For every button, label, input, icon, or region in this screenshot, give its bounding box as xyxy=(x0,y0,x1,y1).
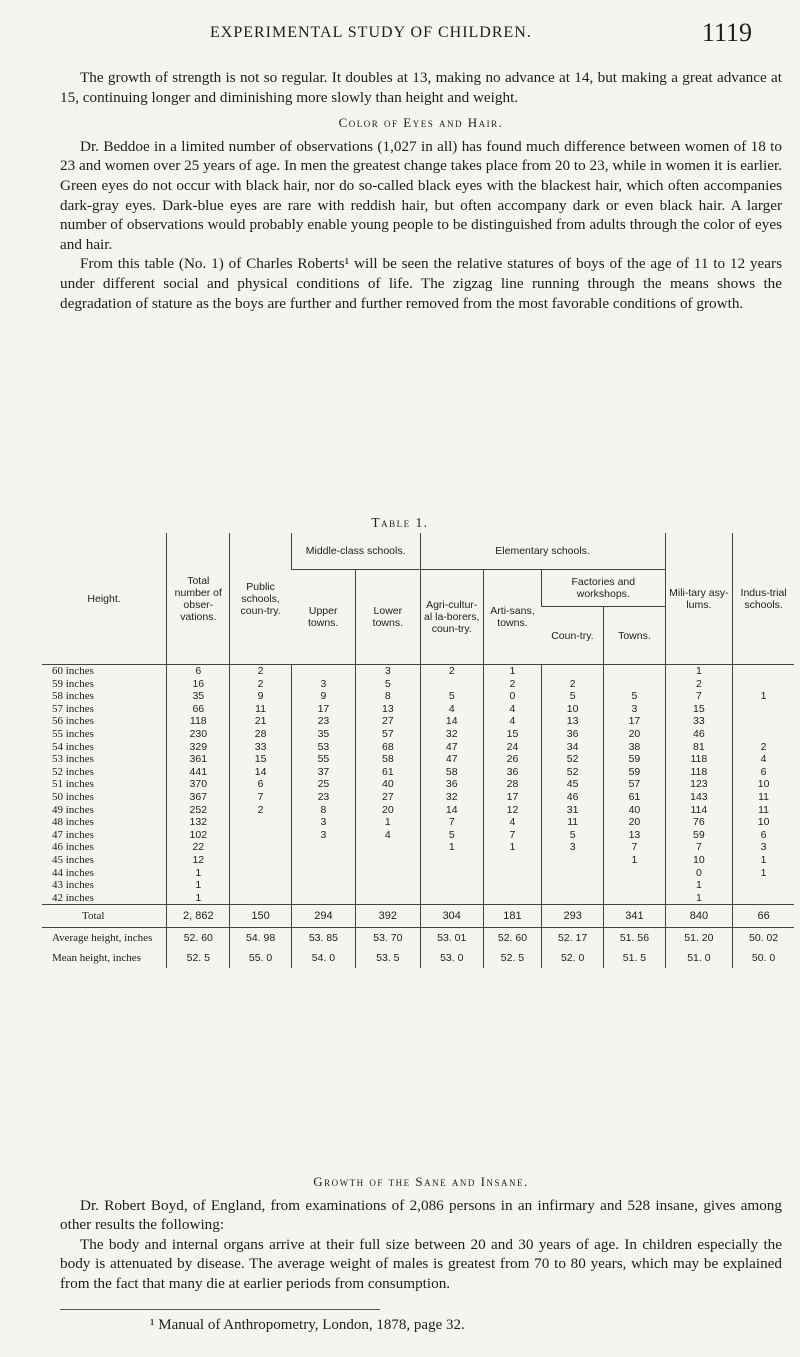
table-cell: 47 xyxy=(420,753,483,766)
table-cell: 0 xyxy=(483,690,541,703)
table-caption: Table 1. xyxy=(371,515,429,530)
table-cell: 2 xyxy=(230,804,291,817)
table-cell: 1 xyxy=(483,665,541,678)
table-cell: 13 xyxy=(356,703,420,716)
total-row xyxy=(42,905,794,928)
average-cell: 52. 60 xyxy=(483,928,541,949)
table-cell: 14 xyxy=(230,766,291,779)
table-cell: 1 xyxy=(167,892,230,905)
table-cell: 26 xyxy=(483,753,541,766)
table-cell: 12 xyxy=(483,804,541,817)
height-row xyxy=(42,678,794,691)
table-cell xyxy=(733,715,794,728)
header-agricultural: Agri-cultur-al la-borers, coun-try. xyxy=(420,570,483,665)
table-cell: 5 xyxy=(542,690,604,703)
table-cell xyxy=(604,665,665,678)
header-country: Coun-try. xyxy=(542,607,604,665)
mean-cell: 53. 5 xyxy=(356,948,420,968)
height-label: 43 inches xyxy=(52,879,94,892)
table-cell xyxy=(483,879,541,892)
total-cell: 150 xyxy=(230,905,291,928)
table-cell: 35 xyxy=(291,728,355,741)
table-cell: 32 xyxy=(420,728,483,741)
table-cell: 35 xyxy=(167,690,230,703)
table-cell: 13 xyxy=(604,829,665,842)
table-cell: 47 xyxy=(420,741,483,754)
header-total-observations: Total number of obser-vations. xyxy=(167,533,230,665)
table-cell: 10 xyxy=(542,703,604,716)
table-cell: 4 xyxy=(483,816,541,829)
header-public-schools: Public schools, coun-try. xyxy=(230,533,291,665)
table-cell: 441 xyxy=(167,766,230,779)
table-cell: 20 xyxy=(604,816,665,829)
paragraph-boyd: Dr. Robert Boyd, of England, from examinations of 2,086 persons in an infirmary and 528 insane, gives among other results the following: xyxy=(60,1196,782,1234)
table-cell: 6 xyxy=(167,665,230,678)
table-cell: 36 xyxy=(420,778,483,791)
table-cell xyxy=(483,854,541,867)
height-row xyxy=(42,892,794,905)
table-cell xyxy=(291,665,355,678)
total-label: Total xyxy=(42,905,167,928)
table-cell: 123 xyxy=(665,778,733,791)
mean-cell: 55. 0 xyxy=(230,948,291,968)
height-row xyxy=(42,778,794,791)
total-cell: 293 xyxy=(542,905,604,928)
table-cell: 53 xyxy=(291,741,355,754)
table-cell: 14 xyxy=(420,804,483,817)
table-cell: 132 xyxy=(167,816,230,829)
height-label: 48 inches xyxy=(52,816,94,829)
total-cell: 341 xyxy=(604,905,665,928)
table-cell: 11 xyxy=(733,804,794,817)
height-row xyxy=(42,816,794,829)
table-cell xyxy=(604,867,665,880)
average-label: Average height, inches xyxy=(52,932,153,945)
mean-cell: 54. 0 xyxy=(291,948,355,968)
table-cell: 15 xyxy=(230,753,291,766)
average-cell: 54. 98 xyxy=(230,928,291,949)
height-row xyxy=(42,741,794,754)
table-cell: 8 xyxy=(356,690,420,703)
average-cell: 51. 20 xyxy=(665,928,733,949)
table-cell: 2 xyxy=(665,678,733,691)
table-cell: 3 xyxy=(542,841,604,854)
table-cell: 59 xyxy=(665,829,733,842)
table-cell: 11 xyxy=(542,816,604,829)
table-cell: 2 xyxy=(230,678,291,691)
table-cell: 1 xyxy=(665,879,733,892)
header-height: Height. xyxy=(42,533,167,665)
table-cell: 59 xyxy=(604,753,665,766)
height-row xyxy=(42,879,794,892)
table-cell: 8 xyxy=(291,804,355,817)
running-title: EXPERIMENTAL STUDY OF CHILDREN. xyxy=(210,24,532,41)
height-row xyxy=(42,841,794,854)
table-cell: 1 xyxy=(733,854,794,867)
table-cell: 361 xyxy=(167,753,230,766)
table-cell xyxy=(420,678,483,691)
table-cell xyxy=(356,879,420,892)
table-cell: 7 xyxy=(604,841,665,854)
table-cell: 11 xyxy=(733,791,794,804)
table-cell: 58 xyxy=(356,753,420,766)
table-cell: 17 xyxy=(483,791,541,804)
table-cell: 1 xyxy=(733,690,794,703)
table-cell: 20 xyxy=(604,728,665,741)
mean-cell: 51. 0 xyxy=(665,948,733,968)
table-cell xyxy=(542,892,604,905)
table-body xyxy=(42,665,794,969)
height-label: 57 inches xyxy=(52,702,94,715)
table-cell: 1 xyxy=(733,867,794,880)
height-row xyxy=(42,690,794,703)
height-row xyxy=(42,728,794,741)
table-cell: 6 xyxy=(733,766,794,779)
table-cell: 27 xyxy=(356,715,420,728)
height-row xyxy=(42,665,794,678)
average-cell: 53. 01 xyxy=(420,928,483,949)
table-cell xyxy=(733,665,794,678)
total-cell: 66 xyxy=(733,905,794,928)
table-cell: 34 xyxy=(542,741,604,754)
table-cell: 7 xyxy=(665,841,733,854)
table-cell: 4 xyxy=(483,715,541,728)
table-cell xyxy=(604,892,665,905)
table-cell: 1 xyxy=(356,816,420,829)
header-military-asylums: Mili-tary asy-lums. xyxy=(665,533,733,665)
average-cell: 52. 60 xyxy=(167,928,230,949)
total-cell: 2, 862 xyxy=(167,905,230,928)
table-cell xyxy=(356,867,420,880)
table-cell: 37 xyxy=(291,766,355,779)
section-heading-growth: Growth of the Sane and Insane. xyxy=(313,1174,529,1189)
footnote: ¹ Manual of Anthropometry, London, 1878, page 32. xyxy=(150,1317,465,1333)
table-cell xyxy=(733,678,794,691)
height-label: 46 inches xyxy=(52,841,94,854)
table-cell: 5 xyxy=(420,829,483,842)
table-cell: 252 xyxy=(167,804,230,817)
table-cell: 28 xyxy=(483,778,541,791)
table-cell: 16 xyxy=(167,678,230,691)
table-cell: 230 xyxy=(167,728,230,741)
table-cell: 1 xyxy=(167,867,230,880)
height-label: 56 inches xyxy=(52,715,94,728)
height-label: 58 inches xyxy=(52,690,94,703)
table-cell: 36 xyxy=(542,728,604,741)
table-cell: 3 xyxy=(291,816,355,829)
height-label: 60 inches xyxy=(52,665,94,677)
table-cell: 118 xyxy=(167,715,230,728)
table-cell: 20 xyxy=(356,804,420,817)
stature-table xyxy=(42,533,794,968)
mean-cell: 52. 5 xyxy=(483,948,541,968)
table-cell: 27 xyxy=(356,791,420,804)
table-cell: 57 xyxy=(356,728,420,741)
table-cell: 58 xyxy=(420,766,483,779)
table-cell: 33 xyxy=(230,741,291,754)
table-cell: 4 xyxy=(483,703,541,716)
table-cell: 370 xyxy=(167,778,230,791)
table-cell: 1 xyxy=(420,841,483,854)
mean-row xyxy=(42,948,794,968)
table-cell xyxy=(230,854,291,867)
table-cell: 143 xyxy=(665,791,733,804)
table-cell: 81 xyxy=(665,741,733,754)
table-cell: 2 xyxy=(733,741,794,754)
height-row xyxy=(42,804,794,817)
table-cell xyxy=(291,867,355,880)
total-cell: 304 xyxy=(420,905,483,928)
table-cell: 76 xyxy=(665,816,733,829)
mean-cell: 50. 0 xyxy=(733,948,794,968)
table-cell xyxy=(604,678,665,691)
table-cell: 3 xyxy=(291,829,355,842)
table-cell: 5 xyxy=(542,829,604,842)
height-label: 44 inches xyxy=(52,866,94,879)
table-cell xyxy=(483,892,541,905)
table-cell: 7 xyxy=(230,791,291,804)
paragraph-table-intro: From this table (No. 1) of Charles Roberts¹ will be seen the relative statures of boys of the age of 11 to 12 years under different social and physical conditions of life. The zigzag line running through the means shows the degradation of stature as the boys are further and further removed from the most favorable conditions of growth. xyxy=(60,255,782,312)
table-cell: 7 xyxy=(665,690,733,703)
average-cell: 53. 85 xyxy=(291,928,355,949)
table-cell xyxy=(420,892,483,905)
table-cell: 68 xyxy=(356,741,420,754)
table-cell: 9 xyxy=(291,690,355,703)
table-cell: 1 xyxy=(665,892,733,905)
table-cell: 23 xyxy=(291,791,355,804)
table-cell: 32 xyxy=(420,791,483,804)
table-cell xyxy=(230,867,291,880)
footnote-rule xyxy=(60,1309,380,1310)
header-artisans: Arti-sans, towns. xyxy=(483,570,541,665)
height-label: 53 inches xyxy=(52,753,94,766)
table-cell: 15 xyxy=(483,728,541,741)
table-cell: 17 xyxy=(291,703,355,716)
table-cell: 10 xyxy=(665,854,733,867)
table-cell xyxy=(230,829,291,842)
table-cell xyxy=(542,879,604,892)
table-cell: 2 xyxy=(542,678,604,691)
table-cell: 367 xyxy=(167,791,230,804)
table-cell: 6 xyxy=(733,829,794,842)
table-cell: 5 xyxy=(604,690,665,703)
table-cell: 57 xyxy=(604,778,665,791)
average-cell: 52. 17 xyxy=(542,928,604,949)
height-label: 50 inches xyxy=(52,790,94,803)
table-cell xyxy=(604,879,665,892)
height-label: 42 inches xyxy=(52,891,94,904)
table-cell: 59 xyxy=(604,766,665,779)
table-cell: 15 xyxy=(665,703,733,716)
total-cell: 181 xyxy=(483,905,541,928)
average-cell: 51. 56 xyxy=(604,928,665,949)
table-cell xyxy=(230,892,291,905)
average-row xyxy=(42,928,794,949)
table-cell: 52 xyxy=(542,766,604,779)
header-middle-class: Middle-class schools. xyxy=(291,533,420,570)
header-factories: Factories and workshops. xyxy=(542,570,666,607)
table-cell: 329 xyxy=(167,741,230,754)
table-cell: 5 xyxy=(420,690,483,703)
table-cell: 33 xyxy=(665,715,733,728)
table-cell: 6 xyxy=(230,778,291,791)
table-cell xyxy=(733,703,794,716)
table-cell xyxy=(291,841,355,854)
table-cell xyxy=(733,892,794,905)
height-label: 55 inches xyxy=(52,727,94,740)
table-cell: 31 xyxy=(542,804,604,817)
header-industrial-schools: Indus-trial schools. xyxy=(733,533,794,665)
table-cell: 46 xyxy=(665,728,733,741)
section-heading-eyes-hair: Color of Eyes and Hair. xyxy=(338,115,504,131)
table-cell: 55 xyxy=(291,753,355,766)
table-cell: 25 xyxy=(291,778,355,791)
table-cell: 22 xyxy=(167,841,230,854)
table-cell: 4 xyxy=(733,753,794,766)
mean-label: Mean height, inches xyxy=(52,952,141,965)
table-cell: 52 xyxy=(542,753,604,766)
table-cell: 23 xyxy=(291,715,355,728)
table-cell: 4 xyxy=(420,703,483,716)
table-cell: 24 xyxy=(483,741,541,754)
table-cell xyxy=(542,854,604,867)
table-cell: 1 xyxy=(604,854,665,867)
height-label: 45 inches xyxy=(52,853,94,866)
table-cell xyxy=(483,867,541,880)
height-label: 47 inches xyxy=(52,828,94,841)
table-cell: 4 xyxy=(356,829,420,842)
table-cell: 11 xyxy=(230,703,291,716)
table-cell xyxy=(230,816,291,829)
table-cell xyxy=(420,854,483,867)
mean-cell: 53. 0 xyxy=(420,948,483,968)
table-cell: 10 xyxy=(733,816,794,829)
table-cell xyxy=(733,879,794,892)
table-cell: 14 xyxy=(420,715,483,728)
table-cell: 36 xyxy=(483,766,541,779)
table-cell: 1 xyxy=(167,879,230,892)
table-cell: 114 xyxy=(665,804,733,817)
header-lower-towns: Lower towns. xyxy=(356,570,420,665)
table-cell xyxy=(542,665,604,678)
height-row xyxy=(42,791,794,804)
table-cell xyxy=(542,867,604,880)
mean-cell: 52. 5 xyxy=(167,948,230,968)
table-cell: 10 xyxy=(733,778,794,791)
average-cell: 53. 70 xyxy=(356,928,420,949)
height-row xyxy=(42,753,794,766)
table-cell: 2 xyxy=(420,665,483,678)
table-cell xyxy=(291,892,355,905)
mean-cell: 52. 0 xyxy=(542,948,604,968)
table-cell: 0 xyxy=(665,867,733,880)
table-cell: 66 xyxy=(167,703,230,716)
table-cell: 102 xyxy=(167,829,230,842)
table-cell: 40 xyxy=(356,778,420,791)
table-cell: 3 xyxy=(733,841,794,854)
mean-cell: 51. 5 xyxy=(604,948,665,968)
table-cell: 3 xyxy=(356,665,420,678)
table-cell xyxy=(230,879,291,892)
header-elementary: Elementary schools. xyxy=(420,533,665,570)
table-cell: 1 xyxy=(665,665,733,678)
height-row xyxy=(42,766,794,779)
table-cell xyxy=(230,841,291,854)
height-row xyxy=(42,854,794,867)
table-cell xyxy=(356,892,420,905)
table-cell: 12 xyxy=(167,854,230,867)
upper-text-block xyxy=(60,68,782,313)
table-cell: 2 xyxy=(230,665,291,678)
height-label: 49 inches xyxy=(52,803,94,816)
table-cell: 61 xyxy=(604,791,665,804)
table-cell xyxy=(733,728,794,741)
table-cell: 7 xyxy=(420,816,483,829)
total-cell: 392 xyxy=(356,905,420,928)
height-row xyxy=(42,715,794,728)
table-cell: 46 xyxy=(542,791,604,804)
table-cell: 13 xyxy=(542,715,604,728)
table-cell xyxy=(356,854,420,867)
table-cell: 45 xyxy=(542,778,604,791)
height-row xyxy=(42,867,794,880)
table-cell xyxy=(291,879,355,892)
table-cell: 7 xyxy=(483,829,541,842)
height-row xyxy=(42,703,794,716)
table-cell: 28 xyxy=(230,728,291,741)
average-cell: 50. 02 xyxy=(733,928,794,949)
lower-text-block xyxy=(60,1166,782,1294)
table-cell: 38 xyxy=(604,741,665,754)
table-cell xyxy=(420,879,483,892)
table-cell: 40 xyxy=(604,804,665,817)
table-cell xyxy=(420,867,483,880)
table-cell: 9 xyxy=(230,690,291,703)
table-cell: 2 xyxy=(483,678,541,691)
total-cell: 294 xyxy=(291,905,355,928)
height-label: 51 inches xyxy=(52,778,94,791)
table-cell: 118 xyxy=(665,753,733,766)
table-cell: 118 xyxy=(665,766,733,779)
table-cell: 3 xyxy=(291,678,355,691)
table-cell: 3 xyxy=(604,703,665,716)
height-row xyxy=(42,829,794,842)
table-cell xyxy=(291,854,355,867)
total-cell: 840 xyxy=(665,905,733,928)
height-label: 54 inches xyxy=(52,740,94,753)
table-cell: 61 xyxy=(356,766,420,779)
table-cell: 5 xyxy=(356,678,420,691)
table-cell xyxy=(356,841,420,854)
page-number: 1119 xyxy=(701,18,752,47)
header-upper-towns: Upper towns. xyxy=(291,570,355,665)
height-label: 52 inches xyxy=(52,765,94,778)
intro-paragraph: The growth of strength is not so regular. It doubles at 13, making no advance at 14, but making a great advance at 15, continuing longer and diminishing more slowly than height and weight. xyxy=(60,69,782,106)
header-towns: Towns. xyxy=(604,607,665,665)
table-cell: 1 xyxy=(483,841,541,854)
paragraph-eyes-hair: Dr. Beddoe in a limited number of observations (1,027 in all) has found much difference between women of 18 to 23 and women over 25 years of age. In men the greatest change takes place from 20 to 23, while in women it is earlier. Green eyes do not occur with black hair, nor do so-called black eyes with the blackest hair, which often accompanies dark-gray eyes. Dark-blue eyes are rare with reddish hair, but often accompany dark or even black hair. A larger number of observations would probably enable young people to be distinguished from adults through the color of eyes and hair. xyxy=(60,137,782,253)
height-label: 59 inches xyxy=(52,677,94,690)
table-cell: 21 xyxy=(230,715,291,728)
paragraph-body-organs: The body and internal organs arrive at their full size between 20 and 30 years of age. In children especially the body is attenuated by disease. The average weight of males is greatest from 70 to 80 years, which may be explained from the fact that many die at earlier periods from consumption. xyxy=(60,1235,782,1292)
table-cell: 17 xyxy=(604,715,665,728)
